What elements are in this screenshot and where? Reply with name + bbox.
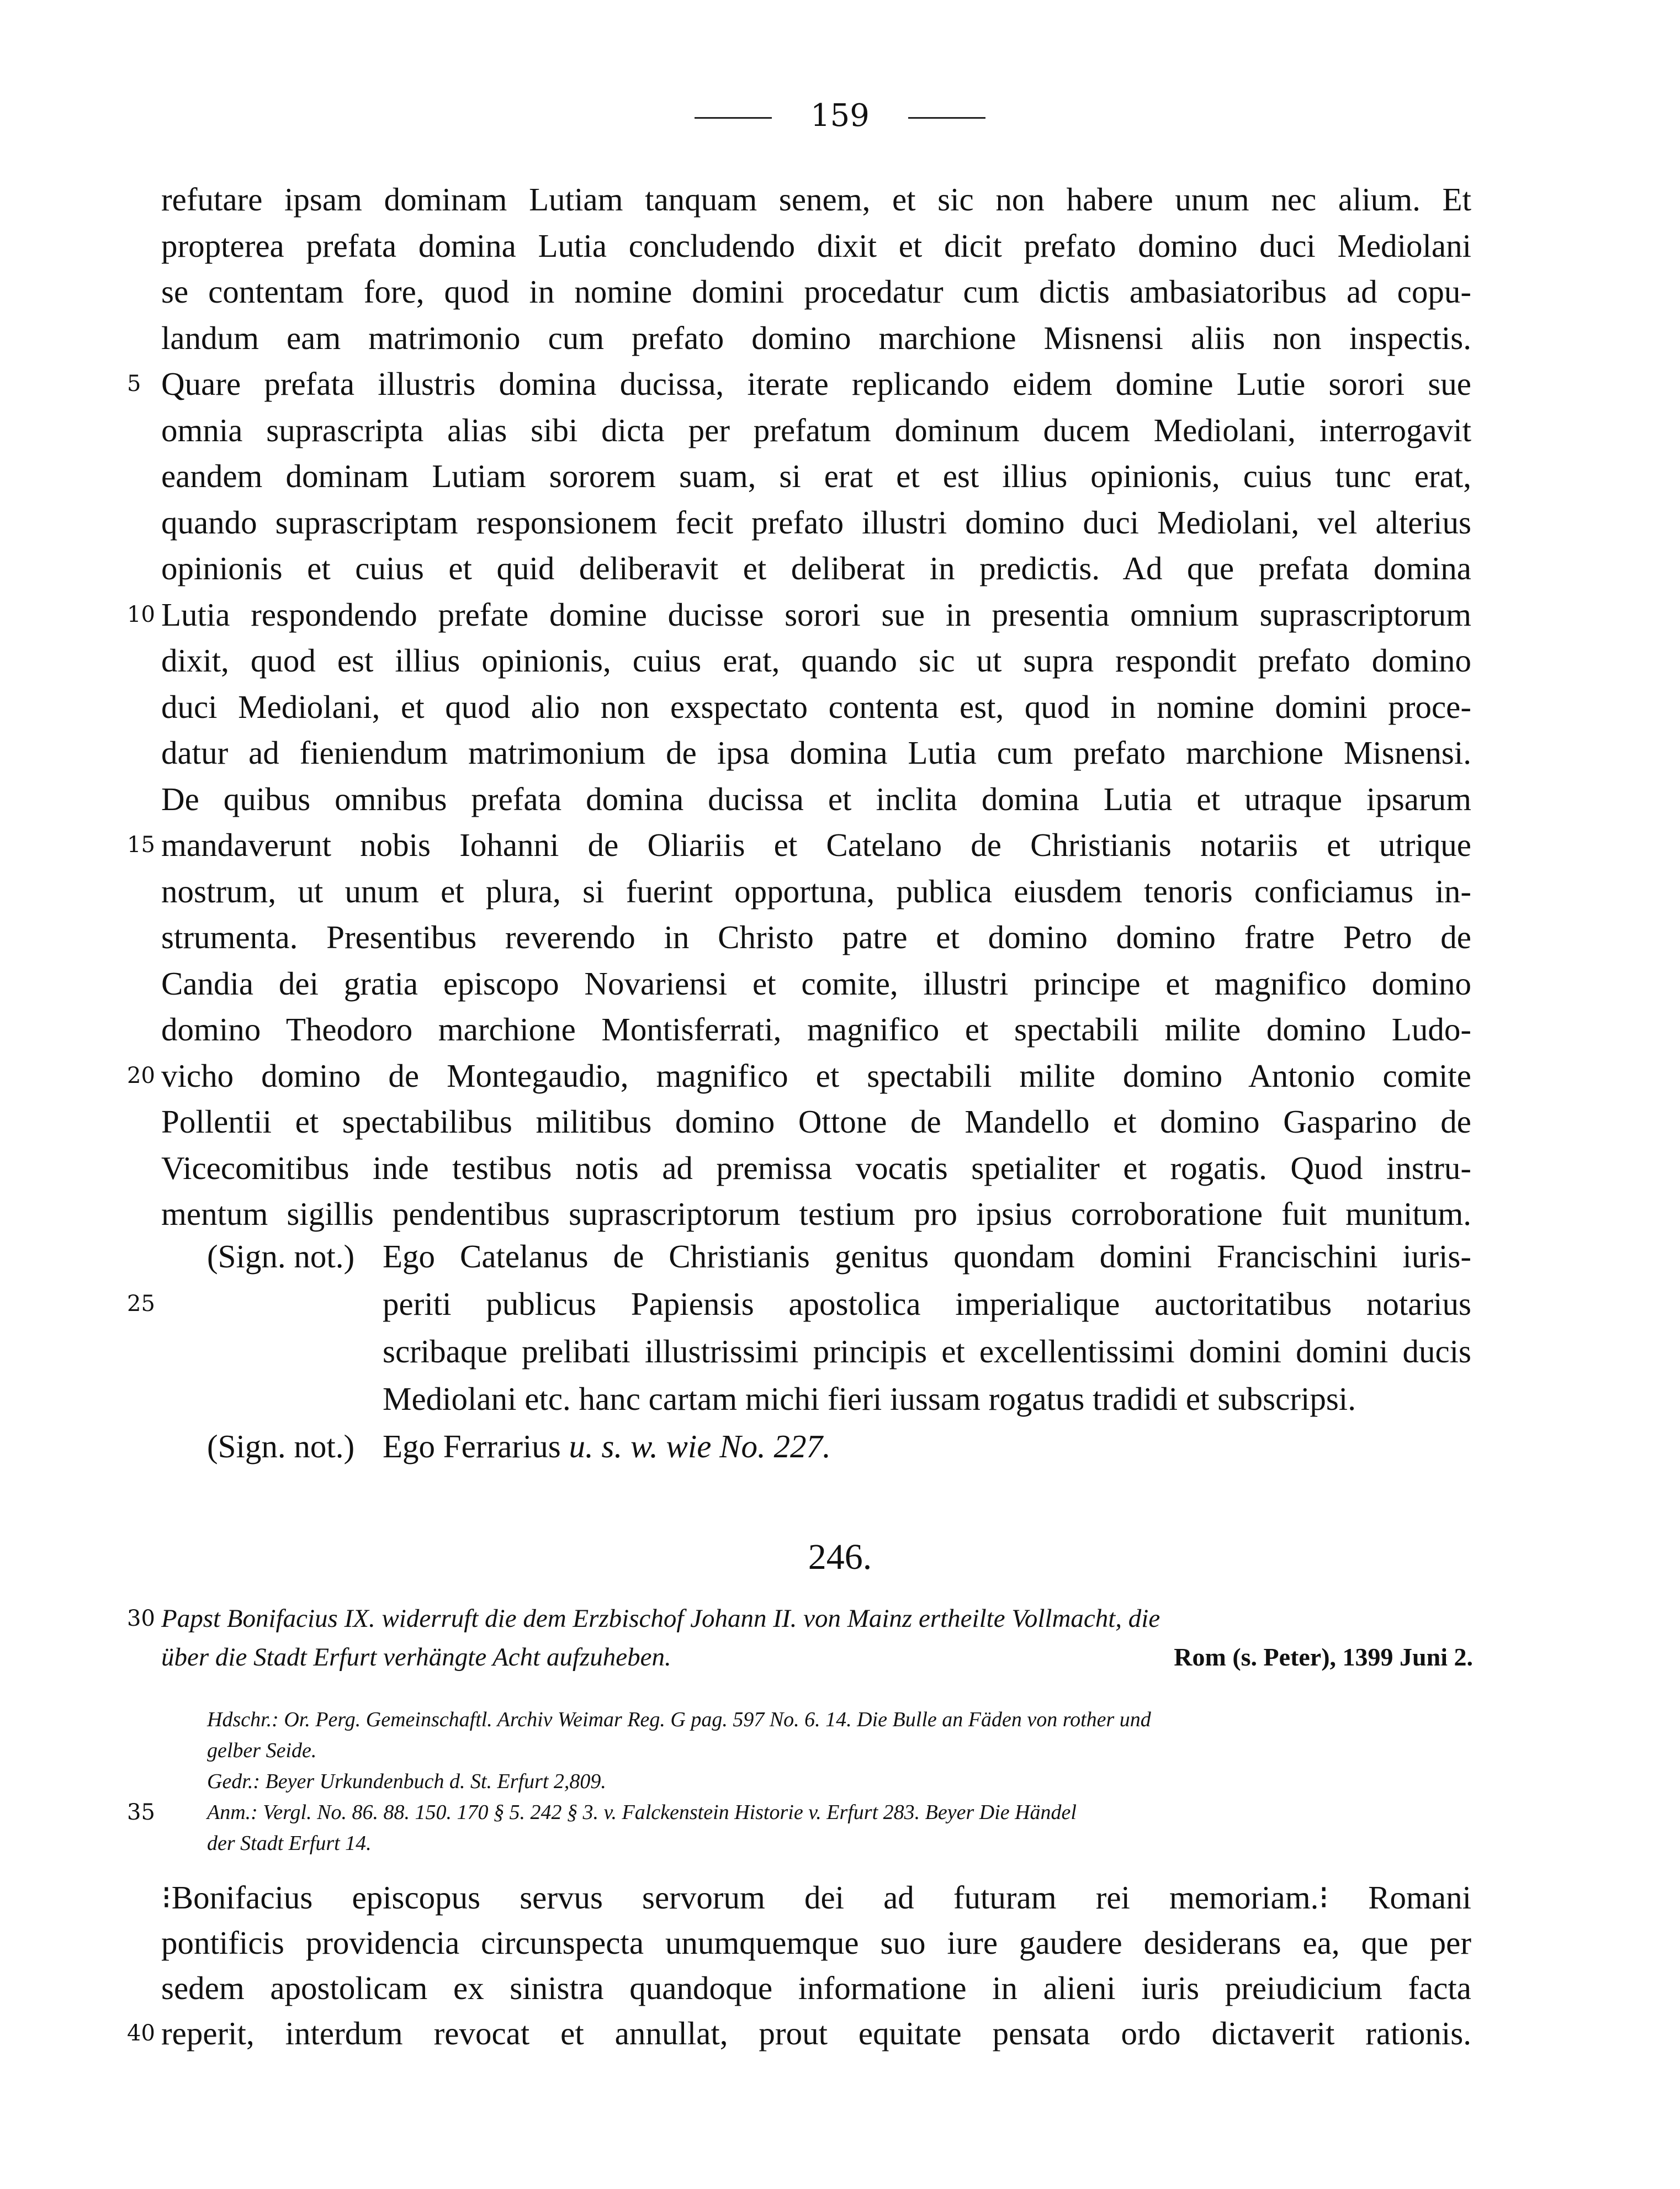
regest-line: Papst Bonifacius IX. widerruft die dem Erzbischof Johann II. von Mainz ertheilte Vollmacht, die [161, 1604, 1160, 1633]
page-number: 159 [810, 98, 870, 134]
text-line: opinionis et cuius et quid deliberavit et deliberat in predictis. Ad que prefata domina [161, 550, 1471, 586]
line-number: 20 [127, 1062, 155, 1088]
text-line: mentum sigillis pendentibus suprascriptorum testium pro ipsius corroboratione fuit munitum. [161, 1196, 1471, 1232]
header-rule-left [695, 117, 772, 119]
text-line: datur ad fieniendum matrimonium de ipsa domina Lutia cum prefato marchione Misnensi. [161, 734, 1471, 771]
signature-line: Mediolani etc. hanc cartam michi fieri iussam rogatus tradidi et subscripsi. [383, 1381, 1356, 1417]
note-line: Gedr.: Beyer Urkundenbuch d. St. Erfurt 2,809. [207, 1770, 606, 1793]
line-number: 25 [127, 1291, 155, 1316]
text-line: Pollentii et spectabilibus militibus domino Ottone de Mandello et domino Gasparino de [161, 1103, 1471, 1140]
document-number: 246. [808, 1537, 872, 1577]
note-line: Hdschr.: Or. Perg. Gemeinschaftl. Archiv Weimar Reg. G pag. 597 No. 6. 14. Die Bulle an Fäden von rother und [207, 1708, 1151, 1731]
text-line: vicho domino de Montegaudio, magnifico et spectabili milite domino Antonio comite [161, 1057, 1471, 1094]
text-line: Candia dei gratia episcopo Novariensi et comite, illustri principe et magnifico domino [161, 965, 1471, 1002]
text-line: De quibus omnibus prefata domina ducissa et inclita domina Lutia et utraque ipsarum [161, 780, 1471, 817]
line-number: 10 [127, 601, 155, 627]
text-line: duci Mediolani, et quod alio non exspectato contenta est, quod in nomine domini proce- [161, 688, 1471, 725]
text-line: reperit, interdum revocat et annullat, prout equitate pensata ordo dictaverit rationis. [161, 2015, 1471, 2051]
signature-line: scribaque prelibati illustrissimi principis et excellentissimi domini domini ducis [383, 1333, 1471, 1370]
text-line: landum eam matrimonio cum prefato domino marchione Misnensi aliis non inspectis. [161, 319, 1471, 356]
text-line: pontificis providencia circunspecta unumquemque suo iure gaudere desiderans ea, que per [161, 1924, 1471, 1961]
text-line: dixit, quod est illius opinionis, cuius erat, quando sic ut supra respondit prefato domino [161, 642, 1471, 679]
text-line: quando suprascriptam responsionem fecit prefato illustri domino duci Mediolani, vel alterius [161, 504, 1471, 541]
page-header [0, 94, 1680, 138]
note-line: Anm.: Vergl. No. 86. 88. 150. 170 § 5. 242 § 3. v. Falckenstein Historie v. Erfurt 283. Beyer Die Händel [207, 1801, 1077, 1824]
signum-notarii-label: (Sign. not.) [207, 1238, 355, 1275]
header-rule-right [908, 117, 985, 119]
line-number: 15 [127, 832, 155, 858]
note-line: gelber Seide. [207, 1739, 317, 1762]
text-line: nostrum, ut unum et plura, si fuerint opportuna, publica eiusdem tenoris conficiamus in- [161, 873, 1471, 910]
line-number: 40 [127, 2021, 155, 2046]
signature-reference: u. s. w. wie No. 227. [569, 1428, 831, 1464]
text-line: domino Theodoro marchione Montisferrati, magnifico et spectabili milite domino Ludo- [161, 1011, 1471, 1048]
signature-text: Ego Ferrarius [383, 1428, 561, 1464]
signature-line [383, 1423, 831, 1470]
note-line: der Stadt Erfurt 14. [207, 1832, 372, 1855]
text-line: Lutia respondendo prefate domine ducisse sorori sue in presentia omnium suprascriptorum [161, 596, 1471, 633]
text-line: se contentam fore, quod in nomine domini procedatur cum dictis ambasiatoribus ad copu- [161, 273, 1471, 310]
text-line: Quare prefata illustris domina ducissa, iterate replicando eidem domine Lutie sorori sue [161, 366, 1471, 402]
text-line: eandem dominam Lutiam sororem suam, si erat et est illius opinionis, cuius tunc erat, [161, 458, 1471, 494]
regest-line: über die Stadt Erfurt verhängte Acht aufzuheben. [161, 1643, 671, 1672]
text-line: Vicecomitibus inde testibus notis ad premissa vocatis spetialiter et rogatis. Quod instru- [161, 1149, 1471, 1186]
line-number: 30 [127, 1606, 155, 1631]
text-line: omnia suprascripta alias sibi dicta per prefatum dominum ducem Mediolani, interrogavit [161, 411, 1471, 448]
signum-notarii-label: (Sign. not.) [207, 1428, 355, 1464]
text-line: strumenta. Presentibus reverendo in Christo patre et domino domino fratre Petro de [161, 919, 1471, 955]
line-number: 35 [127, 1800, 155, 1825]
text-line: refutare ipsam dominam Lutiam tanquam senem, et sic non habere unum nec alium. Et [161, 181, 1471, 218]
text-line: propterea prefata domina Lutia concludendo dixit et dicit prefato domino duci Mediolani [161, 227, 1471, 264]
signature-line: Ego Catelanus de Christianis genitus quondam domini Francischini iuris- [383, 1238, 1471, 1275]
line-number: 5 [127, 371, 141, 396]
text-line: ⁝Bonifacius episcopus servus servorum dei ad futuram rei memoriam.⁝ Romani [161, 1879, 1471, 1916]
document-date: Rom (s. Peter), 1399 Juni 2. [1174, 1643, 1473, 1671]
signature-line: periti publicus Papiensis apostolica imperialique auctoritatibus notarius [383, 1286, 1471, 1322]
text-line: mandaverunt nobis Iohanni de Oliariis et Catelano de Christianis notariis et utrique [161, 827, 1471, 863]
text-line: sedem apostolicam ex sinistra quandoque informatione in alieni iuris preiudicium facta [161, 1970, 1471, 2006]
